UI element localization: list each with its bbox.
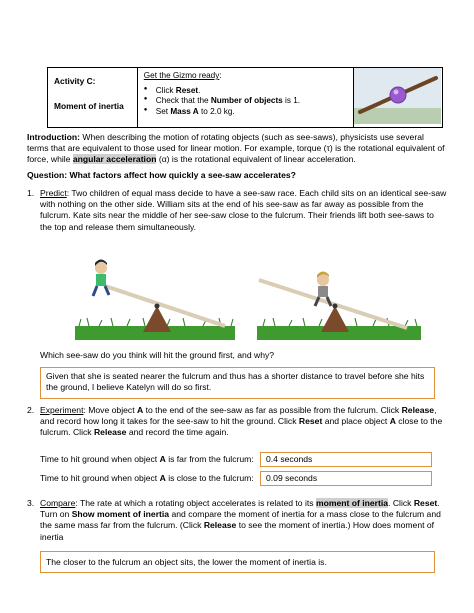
close-time-label: Time to hit ground when object A is close to the fulcrum: (40, 473, 254, 483)
see-saw-figure-close (257, 246, 421, 340)
activity-label-cell (48, 68, 138, 128)
see-saw-figures (75, 246, 421, 340)
prediction-answer-field[interactable]: Given that she is seated nearer the fulcrum and thus has a shorter distance to travel before she hits the ground, I believe Katelyn will do so first. (40, 367, 435, 399)
step-item: ● Click Reset. (144, 86, 347, 97)
see-saw-figure-far (75, 246, 235, 340)
angular-acceleration-highlight: angular acceleration (72, 154, 157, 165)
activity-header-table (47, 67, 443, 128)
item-predict: 1. Predict: Two children of equal mass decide to have a see-saw race. Each child sits on an identical see-saw with nothing on the other side. William sits at the end of his see-saw as far away as possible from the fulcrum. Kate sits near the middle of her see-saw close to the fulcrum. Their friends lift both see-saws to the top and release them simultaneously. (27, 188, 447, 232)
step-item: ● Set Mass A to 2.0 kg. (144, 107, 347, 118)
close-time-field[interactable]: 0.09 seconds (260, 471, 432, 486)
gizmo-ready-steps (144, 86, 347, 118)
gizmo-ready-heading: Get the Gizmo ready: (143, 71, 222, 80)
activity-title: Moment of inertia (54, 100, 124, 111)
prediction-prompt: Which see-saw do you think will hit the ground first, and why? (40, 350, 275, 360)
item-compare: 3. Compare: The rate at which a rotating object accelerates is related to its moment of inertia. Click Reset. Turn on Show moment of inertia and compare the moment of inertia for a mass close to the fulcrum and the same mass far from the fulcrum. (Click Release to see the moment of inertia.) How does moment of inertia (27, 498, 441, 542)
gizmo-thumbnail-cell (354, 68, 443, 128)
gizmo-ready-cell (137, 68, 353, 128)
item-experiment: 2. Experiment: Move object A to the end of the see-saw as far as possible from the fulcrum. Click Release, and record how long it takes for the see-saw to hit the ground. Click Reset and place object A close to the fulcrum. Click Release and record the time again. (27, 405, 443, 438)
compare-answer-field[interactable]: The closer to the fulcrum an object sits, the lower the moment of inertia is. (40, 551, 435, 573)
far-time-field[interactable]: 0.4 seconds (260, 452, 432, 467)
question-heading: Question: What factors affect how quickly a see-saw accelerates? (27, 170, 296, 180)
predict-label: Predict (40, 188, 67, 198)
introduction-paragraph: Introduction: When describing the motion of rotating objects (such as see-saws), physicists use several terms that are equivalent to those used for linear motion. For example, torque (τ) is the rotational equivalent of force, while angular acceleration (α) is the rotational equivalent of linear acceleration. (27, 132, 445, 165)
experiment-label: Experiment (40, 405, 84, 415)
activity-label: Activity C: (54, 76, 96, 86)
compare-label: Compare (40, 498, 76, 508)
step-item: ● Check that the Number of objects is 1. (144, 96, 347, 107)
see-saw-thumbnail-image (354, 68, 441, 124)
moment-of-inertia-highlight: moment of inertia (315, 498, 389, 508)
far-time-label: Time to hit ground when object A is far from the fulcrum: (40, 454, 254, 464)
